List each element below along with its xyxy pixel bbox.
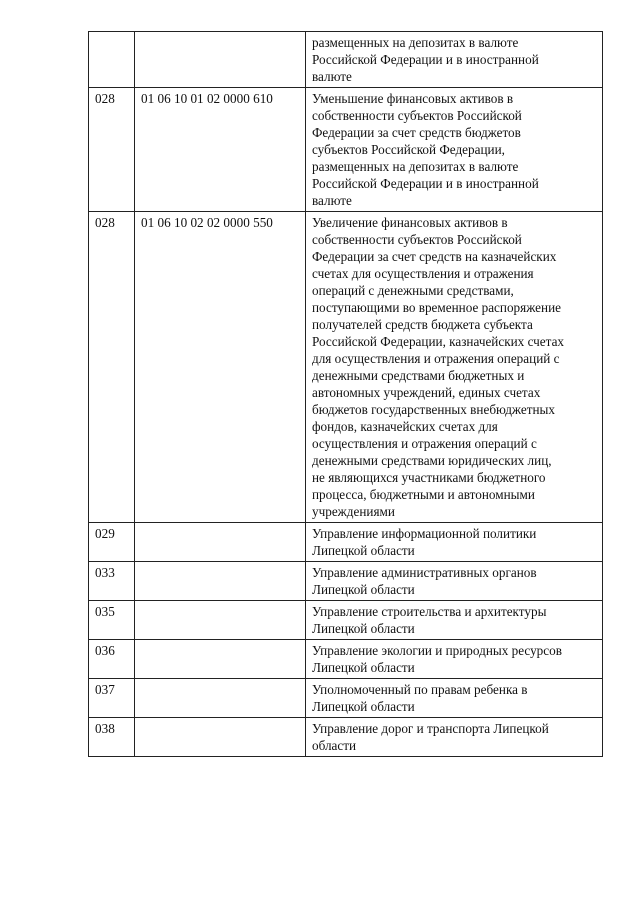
name-line: не являющихся участниками бюджетного <box>312 470 546 485</box>
name-cell <box>306 718 603 757</box>
name-line: Федерации за счет средств на казначейских <box>312 249 557 264</box>
name-line: операций с денежными средствами, <box>312 283 514 298</box>
admin-code-cell: 028 <box>89 212 135 523</box>
name-line: получателей средств бюджета субъекта <box>312 317 533 332</box>
name-line: Липецкой области <box>312 621 415 636</box>
name-line: счетах для осуществления и отражения <box>312 266 534 281</box>
name-line: Липецкой области <box>312 699 415 714</box>
name-line: Управление дорог и транспорта Липецкой <box>312 721 549 736</box>
name-line: собственности субъектов Российской <box>312 232 522 247</box>
name-line: Управление строительства и архитектуры <box>312 604 547 619</box>
name-line: размещенных на депозитах в валюте <box>312 159 519 174</box>
table-body <box>89 32 603 757</box>
name-line: Управление информационной политики <box>312 526 537 541</box>
name-line: Липецкой области <box>312 582 415 597</box>
admin-code-cell: 035 <box>89 601 135 640</box>
admin-code-cell: 029 <box>89 523 135 562</box>
name-cell <box>306 32 603 88</box>
name-line: области <box>312 738 357 753</box>
name-line: Уполномоченный по правам ребенка в <box>312 682 528 697</box>
admin-code-cell <box>89 32 135 88</box>
name-line: Увеличение финансовых активов в <box>312 215 508 230</box>
name-cell <box>306 679 603 718</box>
name-cell <box>306 562 603 601</box>
table-row <box>89 88 603 212</box>
admin-code-cell: 028 <box>89 88 135 212</box>
name-cell <box>306 601 603 640</box>
classification-code-cell <box>135 640 306 679</box>
name-cell <box>306 523 603 562</box>
table-row <box>89 640 603 679</box>
classification-code-cell: 01 06 10 02 02 0000 550 <box>135 212 306 523</box>
name-line: поступающими во временное распоряжение <box>312 300 561 315</box>
name-line: учреждениями <box>312 504 395 519</box>
name-line: Российской Федерации и в иностранной <box>312 176 539 191</box>
name-line: денежными средствами бюджетных и <box>312 368 525 383</box>
budget-classification-table <box>88 31 603 757</box>
name-line: фондов, казначейских счетах для <box>312 419 498 434</box>
name-line: Управление экологии и природных ресурсов <box>312 643 562 658</box>
name-line: Уменьшение финансовых активов в <box>312 91 514 106</box>
name-line: Управление административных органов <box>312 565 537 580</box>
classification-code-cell <box>135 562 306 601</box>
table-row <box>89 523 603 562</box>
name-line: Российской Федерации и в иностранной <box>312 52 539 67</box>
table-row <box>89 212 603 523</box>
name-line: бюджетов государственных внебюджетных <box>312 402 555 417</box>
table-row <box>89 601 603 640</box>
admin-code-cell: 033 <box>89 562 135 601</box>
name-line: для осуществления и отражения операций с <box>312 351 560 366</box>
admin-code-cell: 038 <box>89 718 135 757</box>
name-line: денежными средствами юридических лиц, <box>312 453 552 468</box>
name-line: Липецкой области <box>312 543 415 558</box>
name-cell <box>306 640 603 679</box>
name-cell <box>306 88 603 212</box>
classification-code-cell <box>135 679 306 718</box>
name-line: размещенных на депозитах в валюте <box>312 35 519 50</box>
table-row <box>89 718 603 757</box>
name-line: собственности субъектов Российской <box>312 108 522 123</box>
admin-code-cell: 037 <box>89 679 135 718</box>
classification-code-cell <box>135 718 306 757</box>
name-line: автономных учреждений, единых счетах <box>312 385 541 400</box>
name-line: Федерации за счет средств бюджетов <box>312 125 521 140</box>
name-line: процесса, бюджетными и автономными <box>312 487 535 502</box>
name-line: валюте <box>312 69 352 84</box>
name-line: Липецкой области <box>312 660 415 675</box>
classification-code-cell <box>135 523 306 562</box>
name-line: валюте <box>312 193 352 208</box>
table-row <box>89 562 603 601</box>
name-line: Российской Федерации, казначейских счетах <box>312 334 565 349</box>
classification-code-cell <box>135 601 306 640</box>
table-row <box>89 679 603 718</box>
classification-code-cell: 01 06 10 01 02 0000 610 <box>135 88 306 212</box>
table-row <box>89 32 603 88</box>
admin-code-cell: 036 <box>89 640 135 679</box>
classification-code-cell <box>135 32 306 88</box>
name-line: осуществления и отражения операций с <box>312 436 537 451</box>
name-cell <box>306 212 603 523</box>
name-line: субъектов Российской Федерации, <box>312 142 505 157</box>
